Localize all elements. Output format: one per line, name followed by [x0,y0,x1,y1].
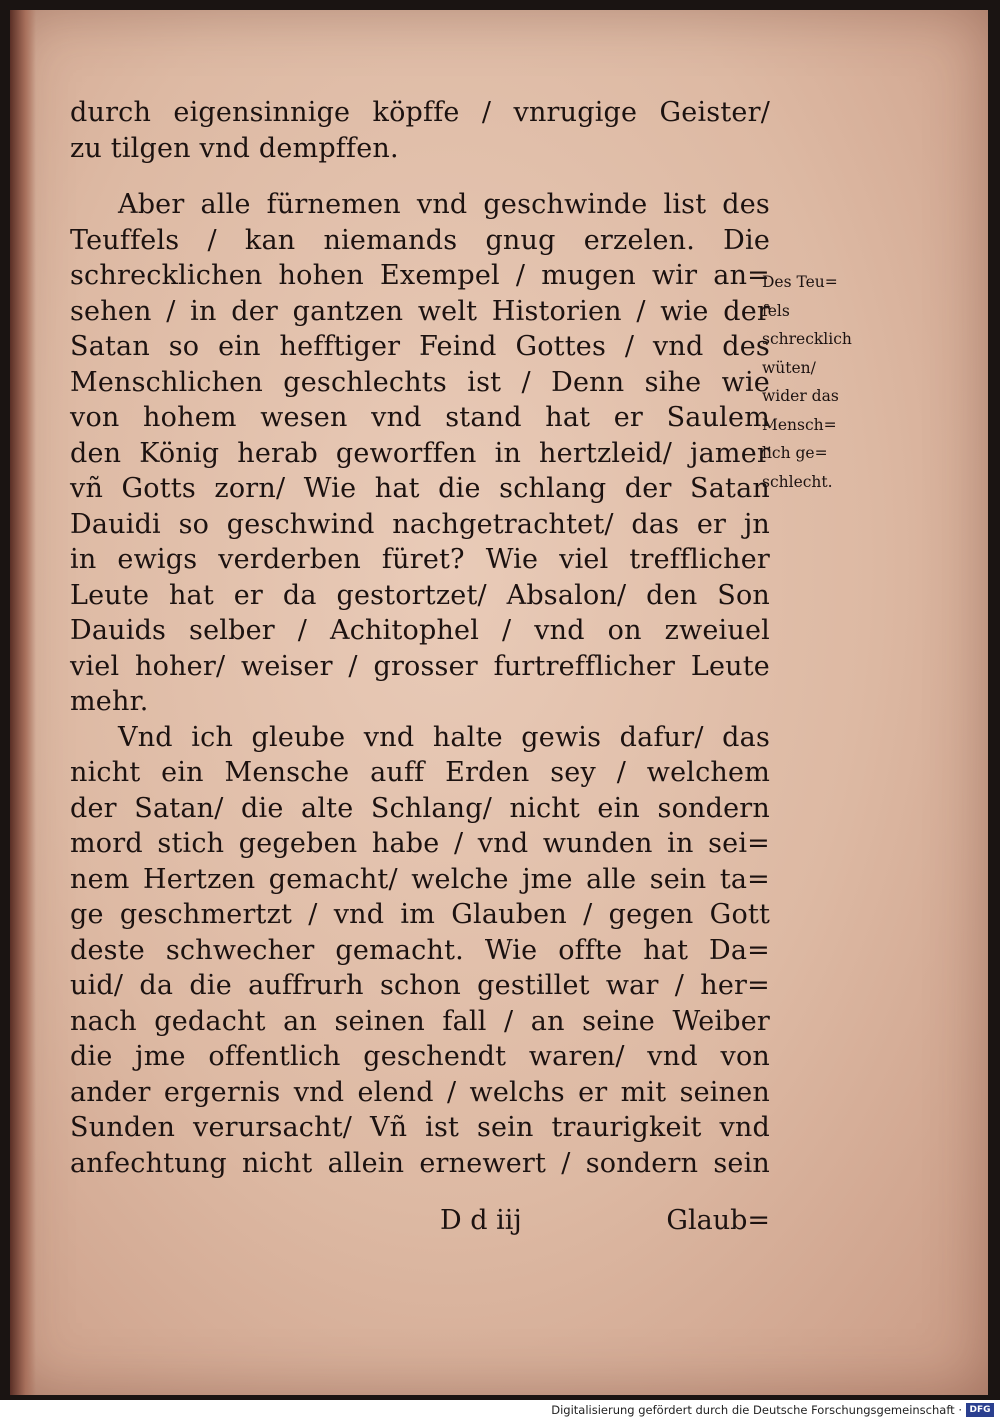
margin-note-line: schrecklich [762,330,852,348]
paragraph-gap [70,166,770,187]
page-gutter-shadow [10,10,36,1395]
text-line: den König herab geworffen in hertzleid/ jamer [70,437,770,469]
text-line: schrecklichen hohen Exempel / mugen wir an= [70,260,770,291]
text-line: Vnd ich gleube vnd halte gewis dafur/ das [118,721,770,753]
text-line: zu tilgen vnd dempffen. [70,132,399,164]
catchword: Glaub= [666,1205,770,1236]
main-text-block [70,95,770,1181]
text-line: Teuffels / kan niemands gnug erzelen. Die [70,224,770,256]
text-line: die jme offentlich geschendt waren/ vnd von [70,1041,770,1072]
margin-note-line: Mensch= [762,415,837,434]
text-line: uid/ da die auffrurh schon gestillet war / her= [70,970,770,1001]
margin-note-line: wüten/ [762,358,816,377]
text-line: Aber alle fürnemen vnd geschwinde list des [118,189,770,220]
margin-note-line: Des Teu= [762,273,838,291]
text-line: nach gedacht an seinen fall / an seine Weiber [70,1005,770,1037]
text-line: Sunden verursacht/ Vñ ist sein traurigkeit vnd [70,1112,770,1143]
book-page [10,10,988,1395]
margin-note-line: fels [762,301,790,320]
funding-credit: Digitalisierung gefördert durch die Deutsche Forschungsgemeinschaft · [551,1403,962,1417]
text-line: in ewigs verderben füret? Wie viel trefflicher [70,544,770,575]
margin-note-line: lich ge= [762,444,828,462]
text-line: anfechtung nicht allein ernewert / sondern sein [70,1147,770,1179]
text-line: mord stich gegeben habe / vnd wunden in sei= [70,828,770,859]
text-line: Leute hat er da gestortzet/ Absalon/ den Son [70,579,770,611]
text-line: nem Hertzen gemacht/ welche jme alle sein ta= [70,863,770,895]
text-line: Satan so ein hefftiger Feind Gottes / vnd des [70,331,770,362]
margin-note-line: schlecht. [762,472,833,491]
text-line: der Satan/ die alte Schlang/ nicht ein sondern [70,792,770,824]
text-line: Menschlichen geschlechts ist / Denn sihe wie [70,366,770,398]
text-line: ander ergernis vnd elend / welchs er mit seinen [70,1076,770,1108]
text-line: Dauids selber / Achitophel / vnd on zweiuel [70,615,770,646]
text-line: vñ Gotts zorn/ Wie hat die schlang der Satan [70,473,770,504]
text-line: deste schwecher gemacht. Wie offte hat Da= [70,934,770,966]
text-line: sehen / in der gantzen welt Historien / wie der [70,295,770,327]
text-line: mehr. [70,686,149,717]
signature-mark: D d iij [440,1205,522,1236]
footer-bar [0,1400,1000,1421]
page-foot-line [440,1205,770,1236]
text-line: von hohem wesen vnd stand hat er Saulem [70,402,770,433]
text-line: durch eigensinnige köpffe / vnrugige Geister/ [70,97,770,128]
marginal-note [762,268,882,496]
margin-note-line: wider das [762,387,839,405]
text-line: ge geschmertzt / vnd im Glauben / gegen Gott [70,899,770,930]
text-line: Dauidi so geschwind nachgetrachtet/ das er jn [70,508,770,540]
text-line: viel hoher/ weiser / grosser furtrefflicher Leute [70,650,770,682]
text-line: nicht ein Mensche auff Erden sey / welchem [70,757,770,788]
dfg-logo: DFG [966,1403,994,1417]
